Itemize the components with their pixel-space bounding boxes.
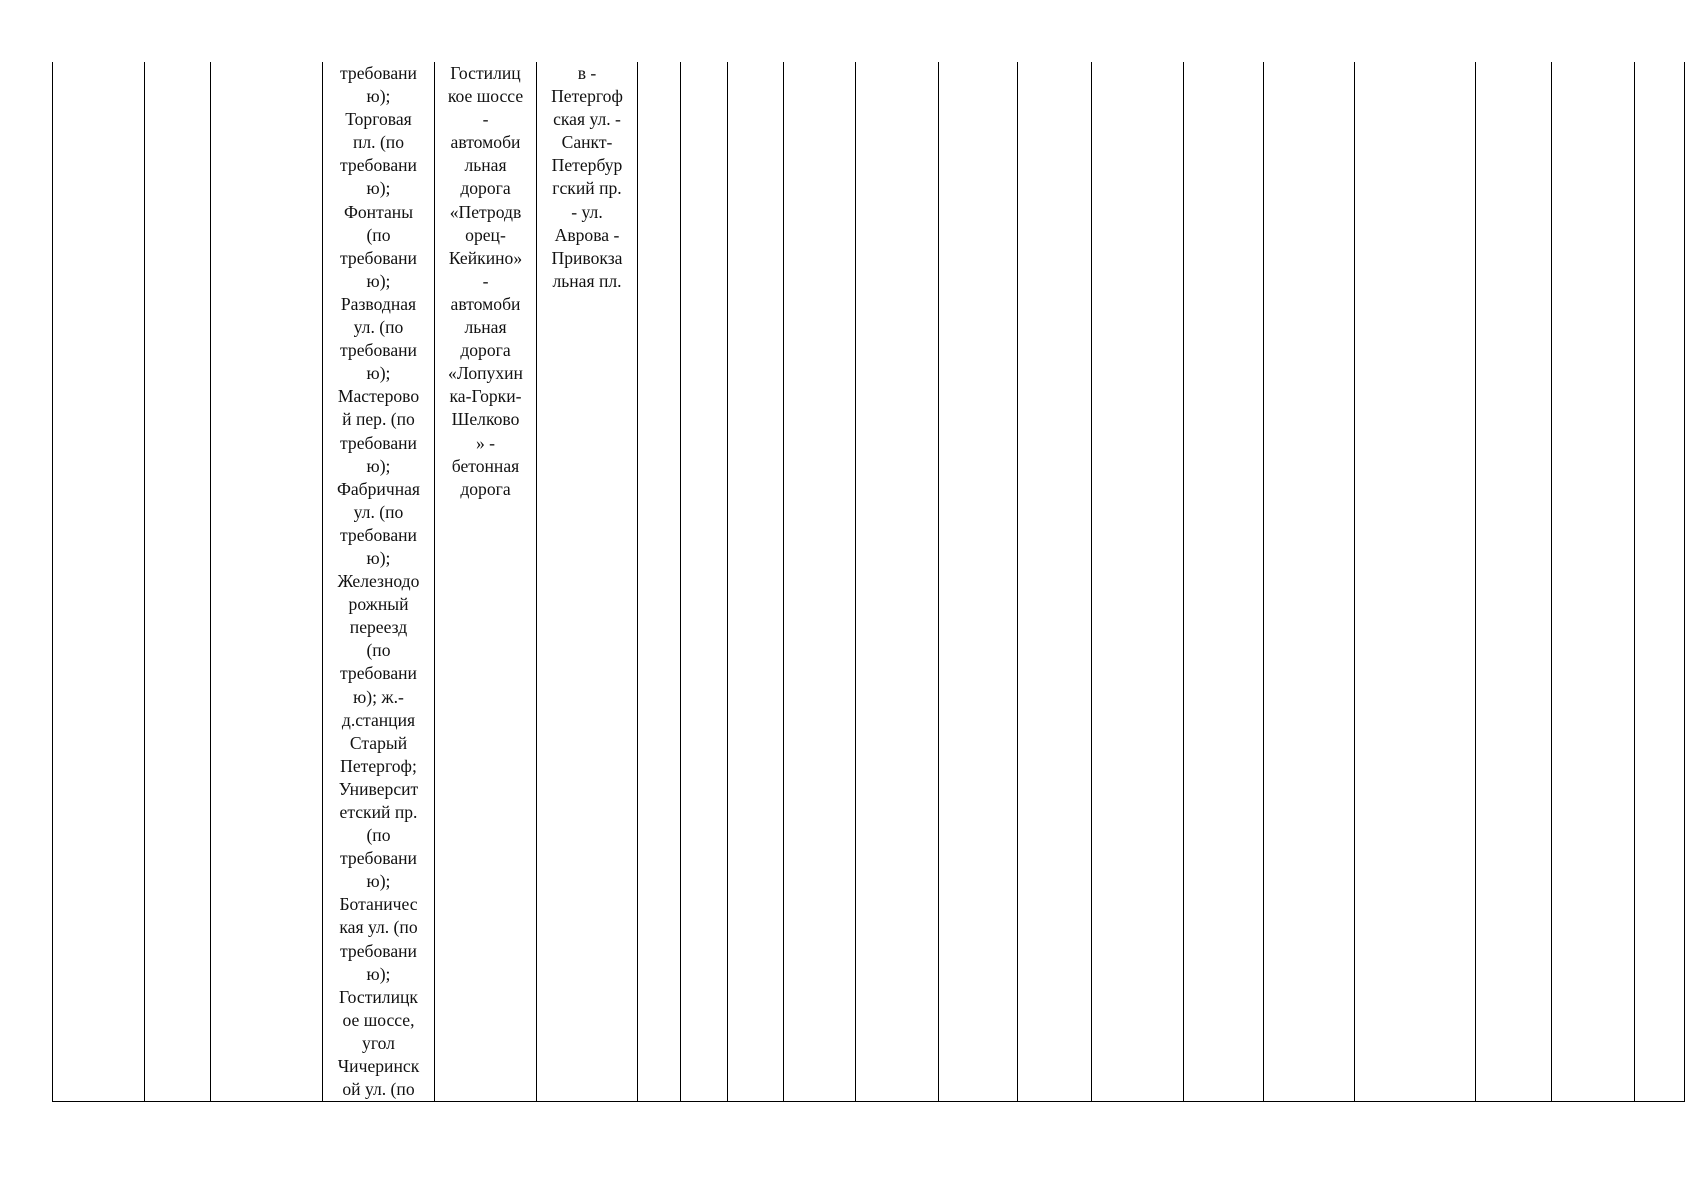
table-cell-col2 (145, 62, 211, 1102)
table-cell-route-roads: Гостилиц кое шоссе - автомоби льная дорога «Петродв орец- Кейкино» - автомоби льная дорога «Лопухин ка-Горки- Шелково » - бетонная дорога (435, 62, 537, 1102)
table-cell-col9 (728, 62, 784, 1102)
table-cell-col18 (1476, 62, 1552, 1102)
document-table-container (52, 62, 1685, 1102)
table-cell-col13 (1018, 62, 1092, 1102)
table-cell-col10 (784, 62, 856, 1102)
table-cell-col1 (53, 62, 145, 1102)
table-cell-col19 (1552, 62, 1635, 1102)
table-cell-route-streets: в - Петергоф ская ул. - Санкт- Петербур гский пр. - ул. Аврова - Привокза льная пл. (537, 62, 638, 1102)
table-cell-col11 (856, 62, 939, 1102)
table-row (53, 62, 1685, 1102)
table-cell-stops: требовани ю); Торговая пл. (по требовани ю); Фонтаны (по требовани ю); Разводная ул. (по требовани ю); Мастерово й пер. (по требовани ю); Фабричная ул. (по требовани ю); Железнодо рожный переезд (по требовани ю); ж.- д.станция Старый Петергоф; Университ етский пр. (по требовани ю); Ботаничес кая ул. (по требовани ю); Гостилицк ое шоссе, угол Чичеринск ой ул. (по (323, 62, 435, 1102)
table-cell-col15 (1184, 62, 1264, 1102)
table-cell-col12 (939, 62, 1018, 1102)
document-table (52, 62, 1685, 1102)
table-cell-col17 (1355, 62, 1476, 1102)
table-cell-col7 (638, 62, 681, 1102)
table-cell-col14 (1092, 62, 1184, 1102)
table-cell-col16 (1264, 62, 1355, 1102)
table-cell-col8 (681, 62, 728, 1102)
table-cell-col20 (1635, 62, 1685, 1102)
table-cell-col3 (211, 62, 323, 1102)
